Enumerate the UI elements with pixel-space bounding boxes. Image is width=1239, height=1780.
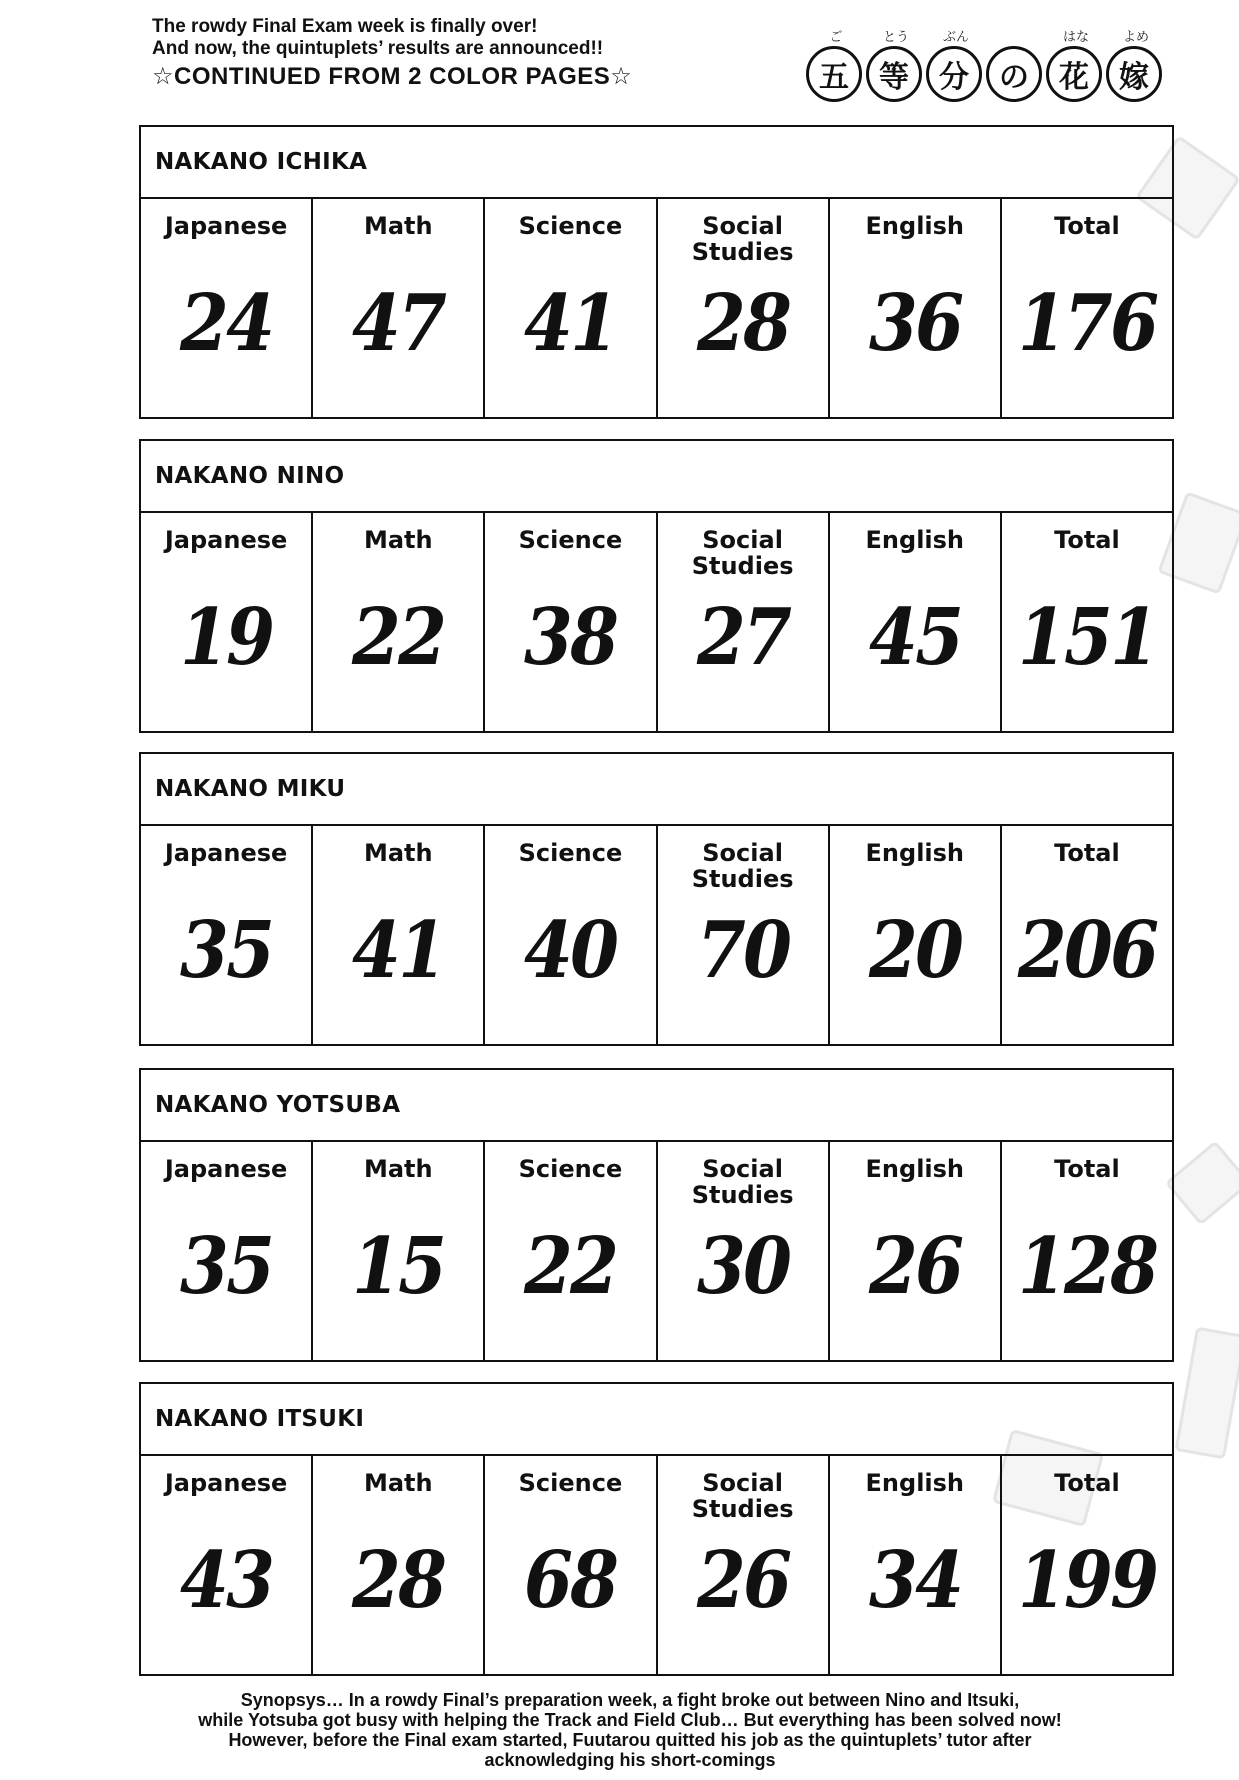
score-cell-math (313, 513, 485, 731)
synopsis-line-2: while Yotsuba got busy with helping the Track and Field Club… But everything has been solved now! (198, 1710, 1062, 1730)
score-cell-math (313, 826, 485, 1044)
intro-line-2: And now, the quintuplets’ results are announced!! (152, 38, 604, 59)
student-block-itsuki (139, 1382, 1174, 1676)
logo-characters (806, 46, 1178, 102)
score-cell-social-studies (658, 1142, 830, 1360)
subject-label: Japanese (164, 839, 288, 867)
ruby-6: よめ (1122, 29, 1149, 44)
score-cell-social-studies (658, 826, 830, 1044)
subject-label: Total (1054, 1469, 1120, 1497)
score-value: 22 (352, 592, 445, 683)
score-value: 22 (524, 1221, 617, 1312)
score-value: 206 (1017, 905, 1157, 996)
score-value: 47 (352, 278, 445, 369)
student-name: NAKANO NINO (139, 439, 1174, 513)
subject-label: English (865, 526, 965, 554)
ruby-5: はな (1062, 29, 1089, 44)
subject-label: Math (363, 839, 433, 867)
subject-label: Social Studies (691, 212, 794, 266)
subject-label: Science (518, 839, 623, 867)
background-shape (1165, 1140, 1239, 1225)
student-name: NAKANO ICHIKA (139, 125, 1174, 199)
background-shape (1174, 1327, 1239, 1460)
subject-label: Japanese (164, 1155, 288, 1183)
score-cell-english (830, 1456, 1002, 1674)
ruby-3: ぶん (942, 29, 969, 44)
score-value: 26 (868, 1221, 961, 1312)
score-value: 24 (179, 278, 273, 369)
score-value: 128 (1017, 1221, 1157, 1312)
synopsis (110, 1690, 1150, 1770)
synopsis-line-1: Synopsys… In a rowdy Final’s preparation week, a fight broke out between Nino and Itsuki, (240, 1690, 1020, 1710)
score-value: 35 (179, 1221, 273, 1312)
score-value: 45 (868, 592, 961, 683)
score-cell-total (1002, 826, 1172, 1044)
subject-label: Social Studies (691, 526, 794, 580)
logo-char: 花 (1046, 46, 1102, 102)
synopsis-line-3: However, before the Final exam started, Fuutarou quitted his job as the quintuplets’ tutor after (228, 1730, 1032, 1750)
logo-char: 等 (866, 46, 922, 102)
subject-label: Total (1054, 212, 1120, 240)
logo-ruby (806, 26, 1178, 46)
score-row (139, 513, 1174, 733)
ruby-4 (986, 26, 1046, 46)
score-cell-science (485, 199, 657, 417)
subject-label: Math (363, 526, 433, 554)
subject-label: English (865, 1155, 965, 1183)
score-value: 40 (524, 905, 617, 996)
score-cell-japanese (141, 513, 313, 731)
score-cell-science (485, 1456, 657, 1674)
subject-label: Total (1054, 1155, 1120, 1183)
logo-char: 五 (806, 46, 862, 102)
score-value: 27 (696, 592, 789, 683)
score-row (139, 1456, 1174, 1676)
score-cell-japanese (141, 826, 313, 1044)
subject-label: Science (518, 1469, 623, 1497)
series-logo (806, 26, 1178, 108)
score-value: 41 (524, 278, 617, 369)
score-row (139, 826, 1174, 1046)
score-cell-total (1002, 513, 1172, 731)
score-value: 34 (868, 1535, 961, 1626)
score-cell-japanese (141, 199, 313, 417)
intro-line-1: The rowdy Final Exam week is finally over! (152, 16, 538, 37)
subject-label: Math (363, 1155, 433, 1183)
student-block-nino (139, 439, 1174, 733)
subject-label: Math (363, 1469, 433, 1497)
subject-label: English (865, 1469, 965, 1497)
score-value: 151 (1017, 592, 1157, 683)
score-value: 199 (1017, 1535, 1157, 1626)
score-value: 15 (352, 1221, 445, 1312)
subject-label: Science (518, 1155, 623, 1183)
score-value: 176 (1017, 278, 1157, 369)
subject-label: Japanese (164, 212, 288, 240)
score-cell-science (485, 826, 657, 1044)
score-cell-english (830, 1142, 1002, 1360)
score-cell-total (1002, 199, 1172, 417)
student-name: NAKANO YOTSUBA (139, 1068, 1174, 1142)
score-cell-math (313, 1142, 485, 1360)
subject-label: Total (1054, 839, 1120, 867)
subject-label: Math (363, 212, 433, 240)
score-value: 20 (868, 905, 961, 996)
subject-label: English (865, 839, 965, 867)
score-value: 35 (179, 905, 273, 996)
score-value: 30 (696, 1221, 789, 1312)
intro-text (152, 16, 632, 88)
score-cell-social-studies (658, 199, 830, 417)
score-value: 28 (696, 278, 789, 369)
score-cell-math (313, 1456, 485, 1674)
score-value: 19 (179, 592, 273, 683)
score-value: 36 (868, 278, 961, 369)
score-cell-math (313, 199, 485, 417)
continued-banner: ☆CONTINUED FROM 2 COLOR PAGES☆ (152, 63, 633, 90)
student-name: NAKANO MIKU (139, 752, 1174, 826)
score-cell-english (830, 513, 1002, 731)
score-value: 28 (352, 1535, 445, 1626)
score-row (139, 199, 1174, 419)
logo-char: 分 (926, 46, 982, 102)
subject-label: Japanese (164, 526, 288, 554)
score-value: 38 (524, 592, 617, 683)
score-cell-total (1002, 1142, 1172, 1360)
subject-label: Social Studies (691, 1155, 794, 1209)
student-block-miku (139, 752, 1174, 1046)
score-cell-japanese (141, 1456, 313, 1674)
score-value: 26 (696, 1535, 789, 1626)
student-name: NAKANO ITSUKI (139, 1382, 1174, 1456)
subject-label: Science (518, 526, 623, 554)
subject-label: Total (1054, 526, 1120, 554)
score-cell-english (830, 199, 1002, 417)
score-row (139, 1142, 1174, 1362)
ruby-1: ご (829, 29, 843, 44)
score-cell-japanese (141, 1142, 313, 1360)
logo-char: 嫁 (1106, 46, 1162, 102)
score-cell-social-studies (658, 1456, 830, 1674)
logo-char: の (986, 46, 1042, 102)
score-cell-science (485, 1142, 657, 1360)
subject-label: Japanese (164, 1469, 288, 1497)
score-cell-english (830, 826, 1002, 1044)
score-cell-total (1002, 1456, 1172, 1674)
student-block-ichika (139, 125, 1174, 419)
subject-label: Science (518, 212, 623, 240)
score-value: 68 (524, 1535, 617, 1626)
score-value: 70 (696, 905, 789, 996)
score-value: 43 (179, 1535, 273, 1626)
subject-label: English (865, 212, 965, 240)
subject-label: Social Studies (691, 839, 794, 893)
ruby-2: とう (882, 29, 909, 44)
score-value: 41 (352, 905, 445, 996)
score-cell-science (485, 513, 657, 731)
student-block-yotsuba (139, 1068, 1174, 1362)
score-cell-social-studies (658, 513, 830, 731)
synopsis-line-4: acknowledging his short-comings (484, 1750, 776, 1770)
subject-label: Social Studies (691, 1469, 794, 1523)
